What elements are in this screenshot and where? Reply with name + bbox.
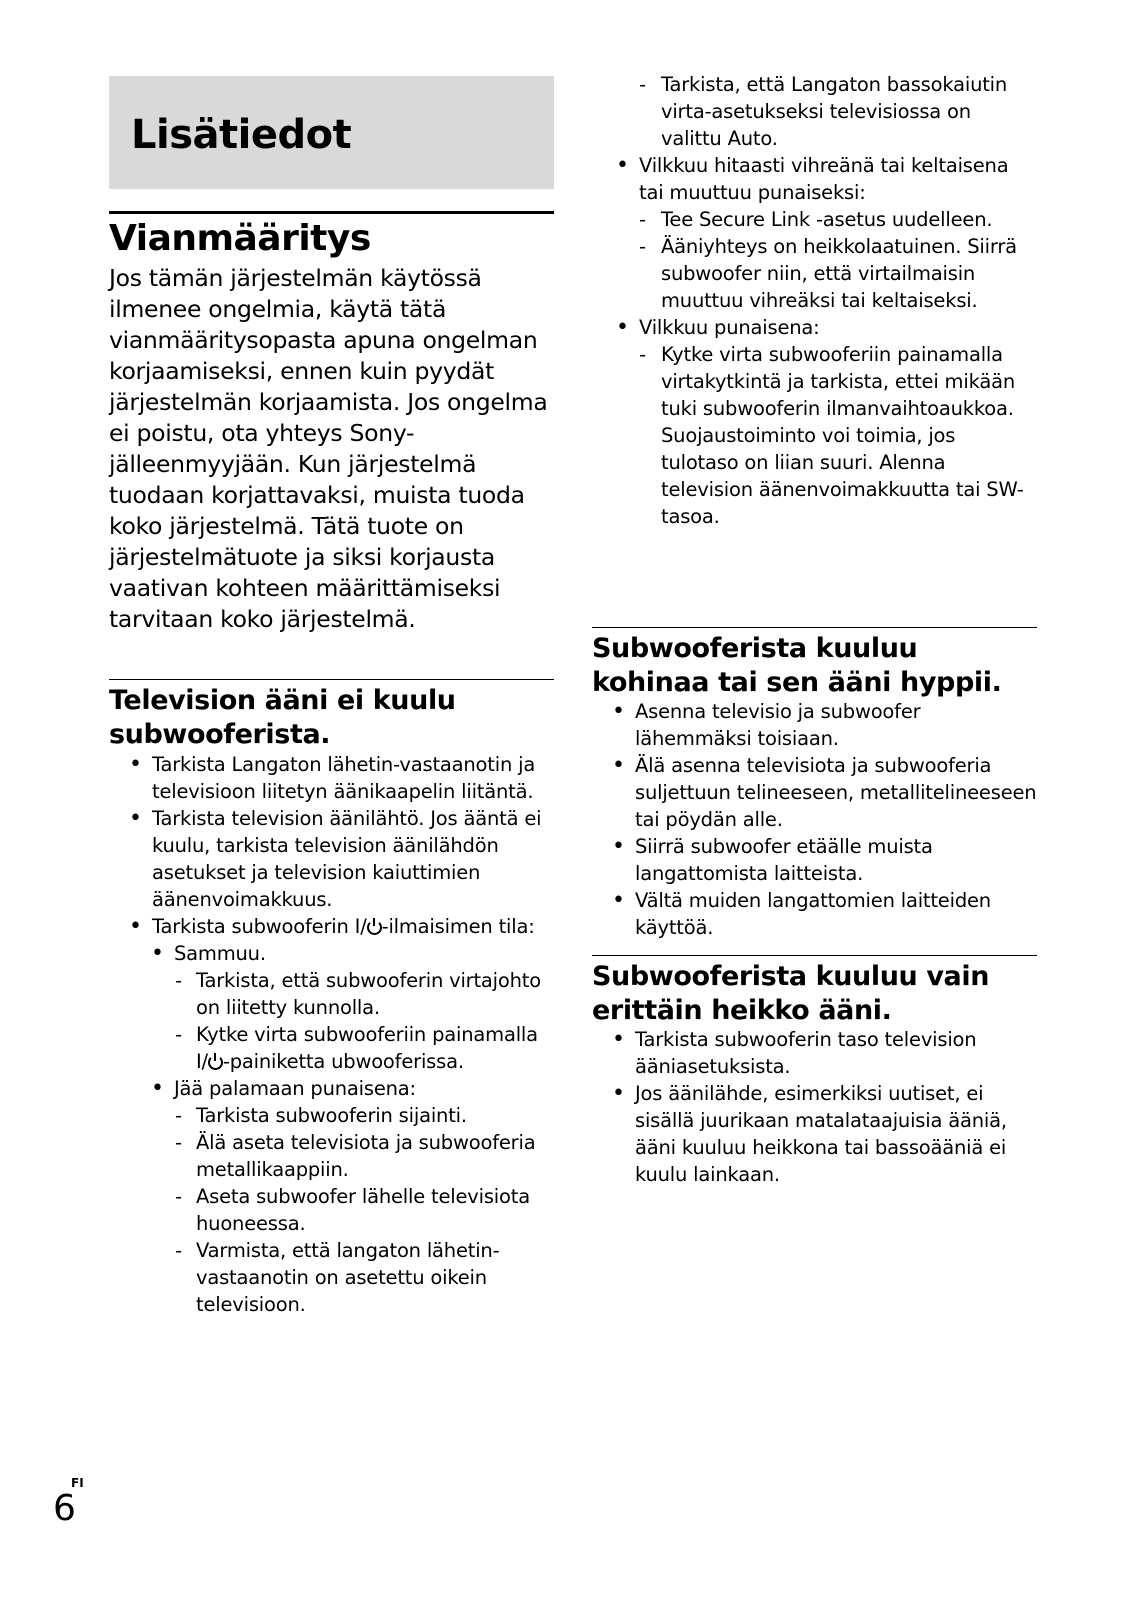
list-item: • Jää palamaan punaisena: bbox=[109, 1075, 554, 1102]
weak-sound-list bbox=[592, 1026, 1037, 1188]
list-item: • Tarkista subwooferin I/ -ilmaisimen tila: bbox=[109, 913, 554, 940]
list-item: • Siirrä subwoofer etäälle muista langattomista laitteista. bbox=[592, 833, 1037, 887]
section-banner bbox=[109, 76, 554, 189]
page-title: Vianmääritys bbox=[109, 211, 554, 259]
no-sound-list bbox=[109, 751, 554, 1318]
list-item: • Tarkista subwooferin taso television ääniasetuksista. bbox=[592, 1026, 1037, 1080]
section-heading-weak-sound: Subwooferista kuuluu vain erittäin heikko ääni. bbox=[592, 955, 1037, 1028]
section-title: Lisätiedot bbox=[131, 112, 352, 158]
list-item: • Vilkkuu punaisena: bbox=[592, 314, 1037, 341]
list-item: • Vilkkuu hitaasti vihreänä tai keltaisena tai muuttuu punaiseksi: bbox=[592, 152, 1037, 206]
list-item: • Vältä muiden langattomien laitteiden käyttöä. bbox=[592, 887, 1037, 941]
list-item: • Tarkista television äänilähtö. Jos ääntä ei kuulu, tarkista television äänilähdön asetukset ja television kaiuttimien äänenvoimakkuus. bbox=[109, 805, 554, 913]
list-item: - Tarkista subwooferin sijainti. bbox=[109, 1102, 554, 1129]
intro-paragraph: Jos tämän järjestelmän käytössä ilmenee ongelmia, käytä tätä vianmääritysopasta apuna ongelman korjaamiseksi, ennen kuin pyydät järjestelmän korjaamista. Jos ongelma ei poistu, ota yhteys Sony-jälleenmyyjään. Kun järjestelmä tuodaan korjattavaksi, muista tuoda koko järjestelmä. Tätä tuote on järjestelmätuote ja siksi korjausta vaativan kohteen määrittämiseksi tarvitaan koko järjestelmä. bbox=[109, 264, 548, 633]
no-sound-list-continued bbox=[592, 71, 1037, 530]
list-item: - Ääniyhteys on heikkolaatuinen. Siirrä subwoofer niin, että virtailmaisin muuttuu vihreäksi tai keltaiseksi. bbox=[592, 233, 1037, 314]
power-icon bbox=[367, 919, 382, 934]
list-item: • Älä asenna televisiota ja subwooferia suljettuun telineeseen, metallitelineeseen tai pöydän alle. bbox=[592, 752, 1037, 833]
language-code: FI bbox=[71, 1476, 84, 1490]
list-item: • Asenna televisio ja subwoofer lähemmäksi toisiaan. bbox=[592, 698, 1037, 752]
list-item: - Tarkista, että subwooferin virtajohto on liitetty kunnolla. bbox=[109, 967, 554, 1021]
noise-list bbox=[592, 698, 1037, 941]
section-heading-no-sound: Television ääni ei kuulu subwooferista. bbox=[109, 679, 554, 752]
list-item: • Sammuu. bbox=[109, 940, 554, 967]
list-item: • Jos äänilähde, esimerkiksi uutiset, ei sisällä juurikaan matalataajuisia ääniä, ääni kuuluu heikkona tai bassoääniä ei kuulu lainkaan. bbox=[592, 1080, 1037, 1188]
list-item: - Älä aseta televisiota ja subwooferia metallikaappiin. bbox=[109, 1129, 554, 1183]
list-item: - Varmista, että langaton lähetin-vastaanotin on asetettu oikein televisioon. bbox=[109, 1237, 554, 1318]
list-item: - Aseta subwoofer lähelle televisiota huoneessa. bbox=[109, 1183, 554, 1237]
power-icon bbox=[208, 1054, 223, 1069]
list-item: - Kytke virta subwooferiin painamalla I/ -painiketta ubwooferissa. bbox=[109, 1021, 554, 1075]
list-item: - Tarkista, että Langaton bassokaiutin virta-asetukseksi televisiossa on valittu Auto. bbox=[592, 71, 1037, 152]
list-item: - Kytke virta subwooferiin painamalla virtakytkintä ja tarkista, ettei mikään tuki subwooferin ilmanvaihtoaukkoa. Suojaustoiminto voi toimia, jos tulotaso on liian suuri. Alenna television äänenvoimakkuutta tai SW-tasoa. bbox=[592, 341, 1037, 530]
page-number: 6 bbox=[53, 1488, 76, 1529]
list-item: - Tee Secure Link -asetus uudelleen. bbox=[592, 206, 1037, 233]
section-heading-noise: Subwooferista kuuluu kohinaa tai sen ääni hyppii. bbox=[592, 627, 1037, 700]
list-item: • Tarkista Langaton lähetin-vastaanotin ja televisioon liitetyn äänikaapelin liitäntä. bbox=[109, 751, 554, 805]
